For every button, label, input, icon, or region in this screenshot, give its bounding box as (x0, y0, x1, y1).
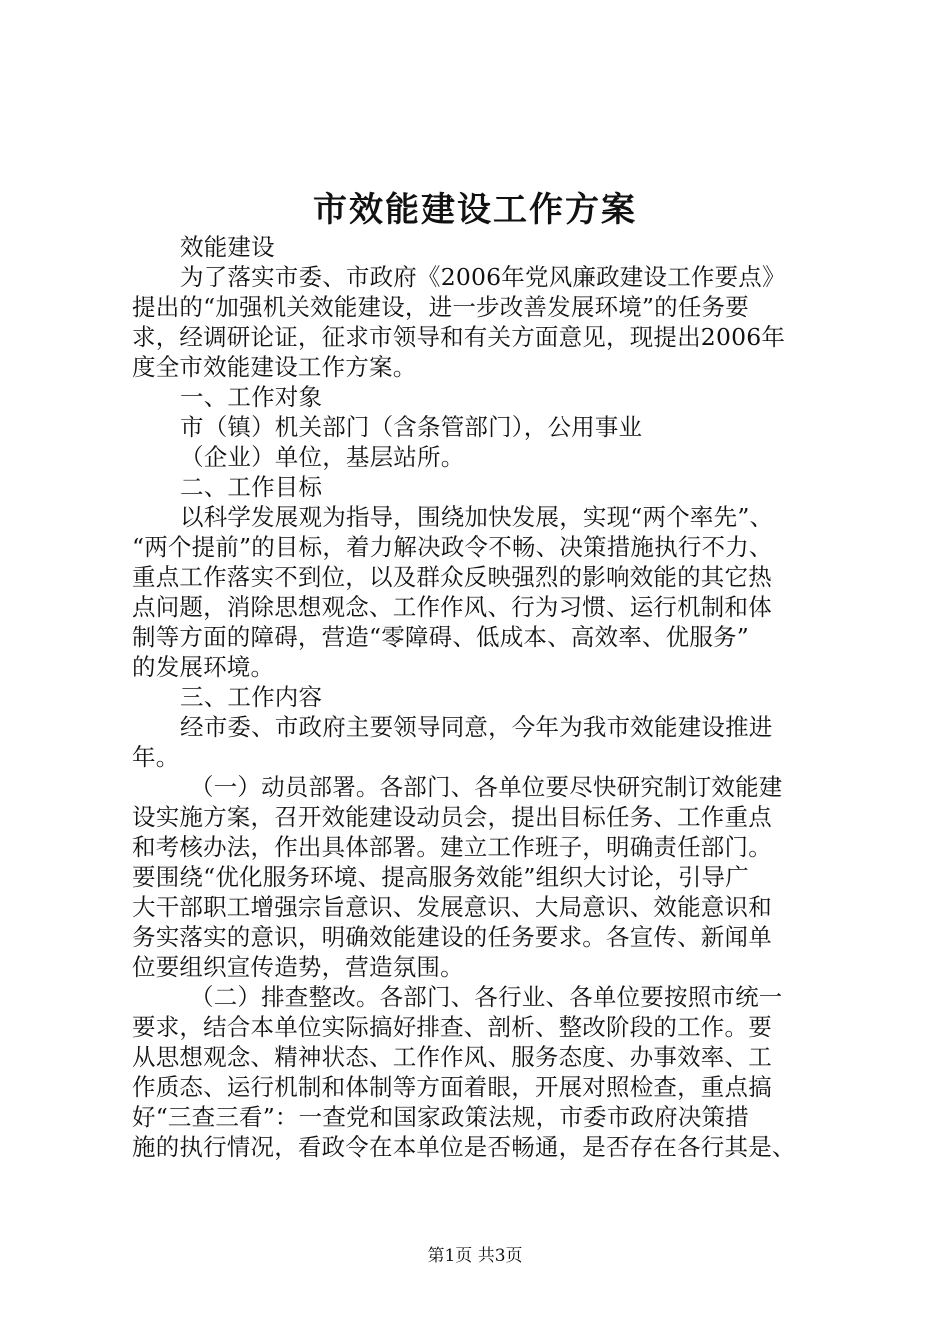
paragraph-line: 制等方面的障碍，营造“零障碍、低成本、高效率、优服务” (132, 623, 749, 651)
paragraph-line: 以科学发展观为指导，围绕加快发展，实现“两个率先”、 (180, 503, 774, 531)
paragraph-line: 要求，结合本单位实际搞好排查、剖析、整改阶段的工作。要 (132, 1013, 772, 1041)
section-heading: 三、工作内容 (180, 683, 323, 711)
paragraph-line: （二）排查整改。各部门、各行业、各单位要按照市统一 (190, 983, 783, 1011)
paragraph-line: 位要组织宣传造势，营造氛围。 (132, 953, 464, 981)
paragraph-line: 要围绕“优化服务环境、提高服务效能”组织大讨论，引导广 (132, 863, 749, 891)
paragraph-line: 施的执行情况，看政令在本单位是否畅通，是否存在各行其是、 (132, 1133, 796, 1161)
paragraph-line: 的发展环境。 (132, 653, 275, 681)
document-title: 市效能建设工作方案 (313, 190, 637, 230)
document-body (132, 232, 832, 1162)
paragraph-line: 和考核办法，作出具体部署。建立工作班子，明确责任部门。 (132, 833, 772, 861)
paragraph-line: 度全市效能建设工作方案。 (132, 353, 417, 381)
page-footer: 第1页 共3页 (427, 1246, 523, 1266)
paragraph-line: （一）动员部署。各部门、各单位要尽快研究制订效能建 (190, 773, 783, 801)
paragraph-line: 重点工作落实不到位，以及群众反映强烈的影响效能的其它热 (132, 563, 772, 591)
paragraph-line: （企业）单位，基层站所。 (180, 443, 465, 471)
paragraph-line: 经市委、市政府主要领导同意，今年为我市效能建设推进 (180, 713, 773, 741)
paragraph-line: 年。 (132, 743, 180, 771)
paragraph-line: “两个提前”的目标，着力解决政令不畅、决策措施执行不力、 (132, 533, 773, 561)
paragraph-line: 作质态、运行机制和体制等方面着眼，开展对照检查，重点搞 (132, 1073, 772, 1101)
paragraph-line: 务实落实的意识，明确效能建设的任务要求。各宣传、新闻单 (132, 923, 772, 951)
paragraph-line: 提出的“加强机关效能建设，进一步改善发展环境”的任务要 (132, 293, 749, 321)
paragraph-line: 从思想观念、精神状态、工作作风、服务态度、办事效率、工 (132, 1043, 772, 1071)
paragraph-line: 设实施方案，召开效能建设动员会，提出目标任务、工作重点 (132, 803, 772, 831)
paragraph-line: 好“三查三看”：一查党和国家政策法规，市委市政府决策措 (132, 1103, 749, 1131)
paragraph-line: 大干部职工增强宗旨意识、发展意识、大局意识、效能意识和 (132, 893, 772, 921)
paragraph-line: 为了落实市委、市政府《2006年党风廉政建设工作要点》 (180, 263, 786, 291)
section-heading: 一、工作对象 (180, 383, 323, 411)
paragraph-line: 点问题，消除思想观念、工作作风、行为习惯、运行机制和体 (132, 593, 772, 621)
paragraph-line: 求，经调研论证，征求市领导和有关方面意见，现提出2006年 (132, 323, 786, 351)
paragraph-line: 效能建设 (180, 233, 275, 261)
paragraph-line: 市（镇）机关部门（含条管部门），公用事业 (180, 413, 643, 441)
section-heading: 二、工作目标 (180, 473, 323, 501)
